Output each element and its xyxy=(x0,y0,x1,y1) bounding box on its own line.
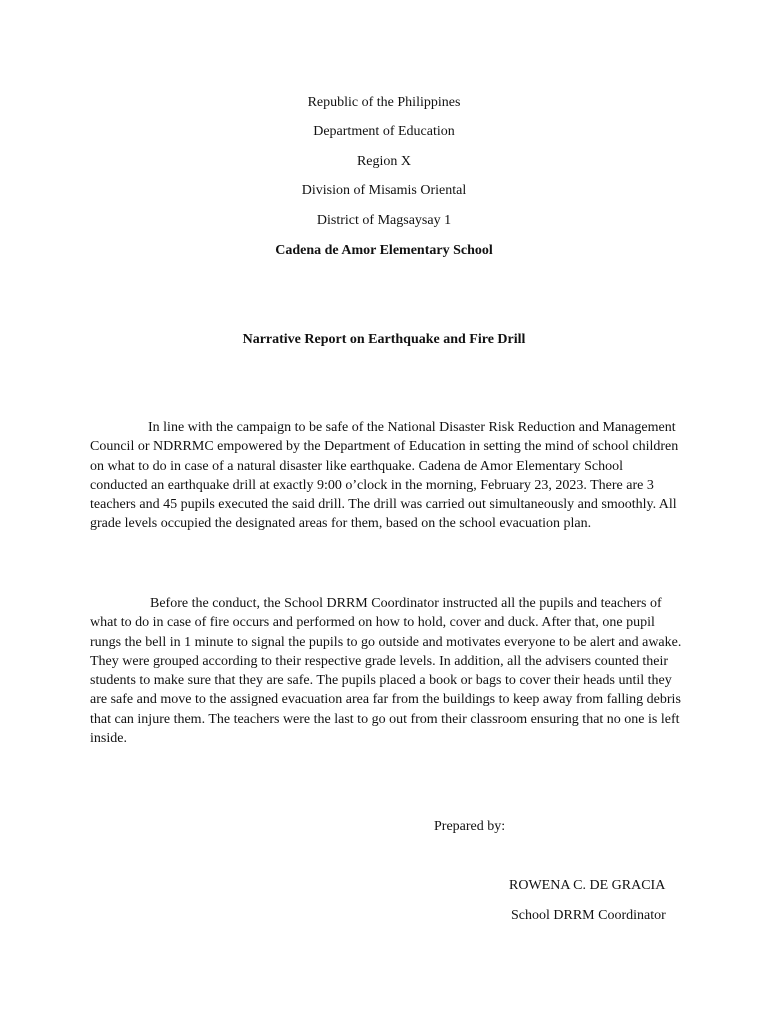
header-region: Region X xyxy=(356,154,412,169)
report-title: Narrative Report on Earthquake and Fire Drill xyxy=(242,332,526,347)
signatory-name: ROWENA C. DE GRACIA xyxy=(509,878,666,893)
paragraph-fire-drill: Before the conduct, the School DRRM Coordinator instructed all the pupils and teachers of what to do in case of fire occurs and performed on how to hold, cover and duck. After that, one pupil rungs the bell in 1 minute to signal the pupils to go outside and motivates everyone to be alert and awake. They were grouped according to their respective grade levels. In addition, all the advisers counted their students to make sure that they are safe. The pupils placed a book or bags to cover their heads until they are safe and move to the assigned evacuation area far from the buildings to keep away from falling debris that can injure them. The teachers were the last to go out from their classroom ensuring that no one is left inside. xyxy=(90,596,682,747)
header-division: Division of Misamis Oriental xyxy=(301,183,467,198)
header-district: District of Magsaysay 1 xyxy=(316,213,452,228)
prepared-by-label: Prepared by: xyxy=(434,819,506,834)
header-republic: Republic of the Philippines xyxy=(307,95,461,110)
signatory-position: School DRRM Coordinator xyxy=(511,908,666,923)
header-department: Department of Education xyxy=(313,124,455,139)
header-school-name: Cadena de Amor Elementary School xyxy=(275,243,493,258)
paragraph-earthquake-drill: In line with the campaign to be safe of the National Disaster Risk Reduction and Management Council or NDRRMC empowered by the Department of Education in setting the mind of school children on what to do in case of a natural disaster like earthquake. Cadena de Amor Elementary School conducted an earthquake drill at exactly 9:00 o’clock in the morning, February 23, 2023. There are 3 teachers and 45 pupils executed the said drill. The drill was carried out simultaneously and smoothly. All grade levels occupied the designated areas for them, based on the school evacuation plan. xyxy=(90,420,679,532)
